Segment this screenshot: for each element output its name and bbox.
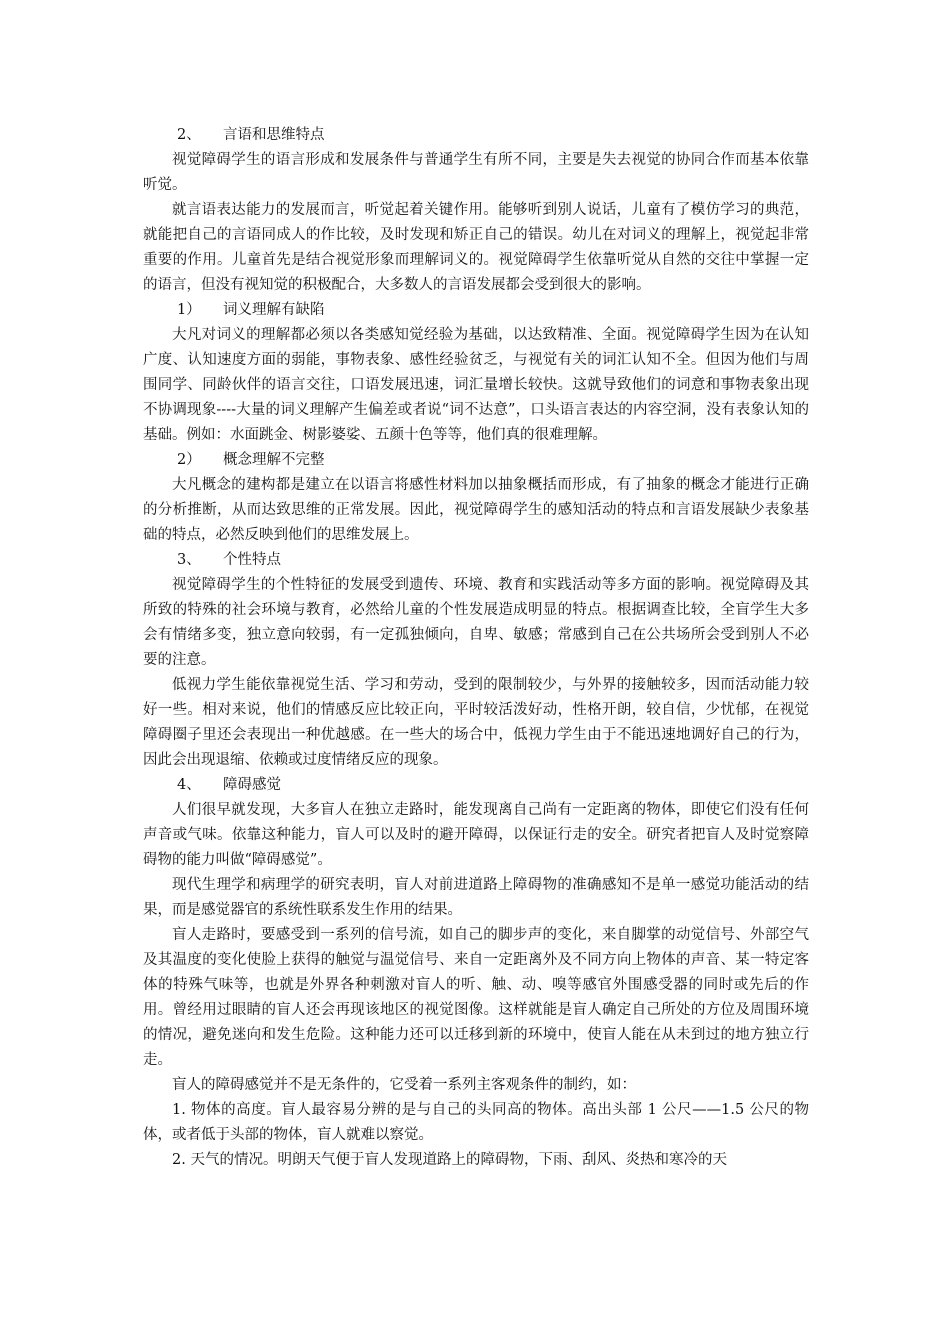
document-page (143, 123, 809, 1173)
section-heading (143, 548, 809, 573)
paragraph: 视觉障碍学生的语言形成和发展条件与普通学生有所不同，主要是失去视觉的协同合作而基本依靠听觉。 (143, 152, 809, 193)
paragraph: 就言语表达能力的发展而言，听觉起着关键作用。能够听到别人说话，儿童有了模仿学习的典范，就能把自己的言语同成人的作比较，及时发现和矫正自己的错误。幼儿在对词义的理解上，视觉起非常重要的作用。儿童首先是结合视觉形象而理解词义的。视觉障碍学生依靠听觉从自然的交往中掌握一定的语言，但没有视知觉的积极配合，大多数人的言语发展都会受到很大的影响。 (143, 202, 809, 293)
subsection-heading (143, 448, 809, 473)
subsection-heading (143, 298, 809, 323)
list-item: 2. 天气的情况。明朗天气便于盲人发现道路上的障碍物，下雨、刮风、炎热和寒冷的天 (172, 1152, 727, 1168)
section-heading (143, 123, 809, 148)
paragraph: 人们很早就发现，大多盲人在独立走路时，能发现离自己尚有一定距离的物体，即使它们没有任何声音或气味。依靠这种能力，盲人可以及时的避开障碍，以保证行走的安全。研究者把盲人及时觉察障碍物的能力叫做“障碍感觉”。 (143, 802, 809, 868)
paragraph: 低视力学生能依靠视觉生活、学习和劳动，受到的限制较少，与外界的接触较多，因而活动能力较好一些。相对来说，他们的情感反应比较正向，平时较活泼好动，性格开朗，较自信，少忧郁，在视觉障碍圈子里还会表现出一种优越感。在一些大的场合中，低视力学生由于不能迅速地调好自己的行为，因此会出现退缩、依赖或过度情绪反应的现象。 (143, 677, 809, 768)
list-item: 1. 物体的高度。盲人最容易分辨的是与自己的头同高的物体。高出头部 1 公尺——1.5 公尺的物体，或者低于头部的物体，盲人就难以察觉。 (143, 1102, 809, 1143)
paragraph: 大凡对词义的理解都必须以各类感知觉经验为基础，以达致精准、全面。视觉障碍学生因为在认知广度、认知速度方面的弱能，事物表象、感性经验贫乏，与视觉有关的词汇认知不全。但因为他们与周围同学、同龄伙伴的语言交往，口语发展迅速，词汇量增长较快。这就导致他们的词意和事物表象出现不协调现象----大量的词义理解产生偏差或者说“词不达意”，口头语言表达的内容空洞，没有表象认知的基础。例如：水面跳金、树影婆娑、五颜十色等等，他们真的很难理解。 (143, 327, 809, 443)
paragraph: 盲人的障碍感觉并不是无条件的，它受着一系列主客观条件的制约，如： (172, 1077, 636, 1093)
paragraph: 现代生理学和病理学的研究表明，盲人对前进道路上障碍物的准确感知不是单一感觉功能活动的结果，而是感觉器官的系统性联系发生作用的结果。 (143, 877, 809, 918)
heading-number: 3、 (177, 552, 201, 568)
heading-text: 言语和思维特点 (223, 127, 325, 143)
heading-text: 词义理解有缺陷 (223, 302, 325, 318)
heading-text: 个性特点 (223, 552, 281, 568)
heading-number: 4、 (177, 777, 201, 793)
paragraph: 大凡概念的建构都是建立在以语言将感性材料加以抽象概括而形成，有了抽象的概念才能进行正确的分析推断，从而达致思维的正常发展。因此，视觉障碍学生的感知活动的特点和言语发展缺少表象基础的特点，必然反映到他们的思维发展上。 (143, 477, 809, 543)
heading-number: 2、 (177, 127, 201, 143)
heading-text: 障碍感觉 (223, 777, 281, 793)
paragraph: 盲人走路时，要感受到一系列的信号流，如自己的脚步声的变化，来自脚掌的动觉信号、外部空气及其温度的变化使脸上获得的触觉与温觉信号、来自一定距离外及不同方向上物体的声音、某一特定客体的特殊气味等，也就是外界各种刺激对盲人的听、触、动、嗅等感官外围感受器的同时或先后的作用。曾经用过眼睛的盲人还会再现该地区的视觉图像。这样就能是盲人确定自己所处的方位及周围环境的情况，避免迷向和发生危险。这种能力还可以迁移到新的环境中，使盲人能在从未到过的地方独立行走。 (143, 927, 809, 1068)
heading-number: 2） (177, 452, 201, 468)
section-heading (143, 773, 809, 798)
heading-number: 1） (177, 302, 201, 318)
paragraph: 视觉障碍学生的个性特征的发展受到遗传、环境、教育和实践活动等多方面的影响。视觉障碍及其所致的特殊的社会环境与教育，必然给儿童的个性发展造成明显的特点。根据调查比较，全盲学生大多会有情绪多变，独立意向较弱，有一定孤独倾向，自卑、敏感；常感到自己在公共场所会受到别人不必要的注意。 (143, 577, 809, 668)
heading-text: 概念理解不完整 (223, 452, 325, 468)
